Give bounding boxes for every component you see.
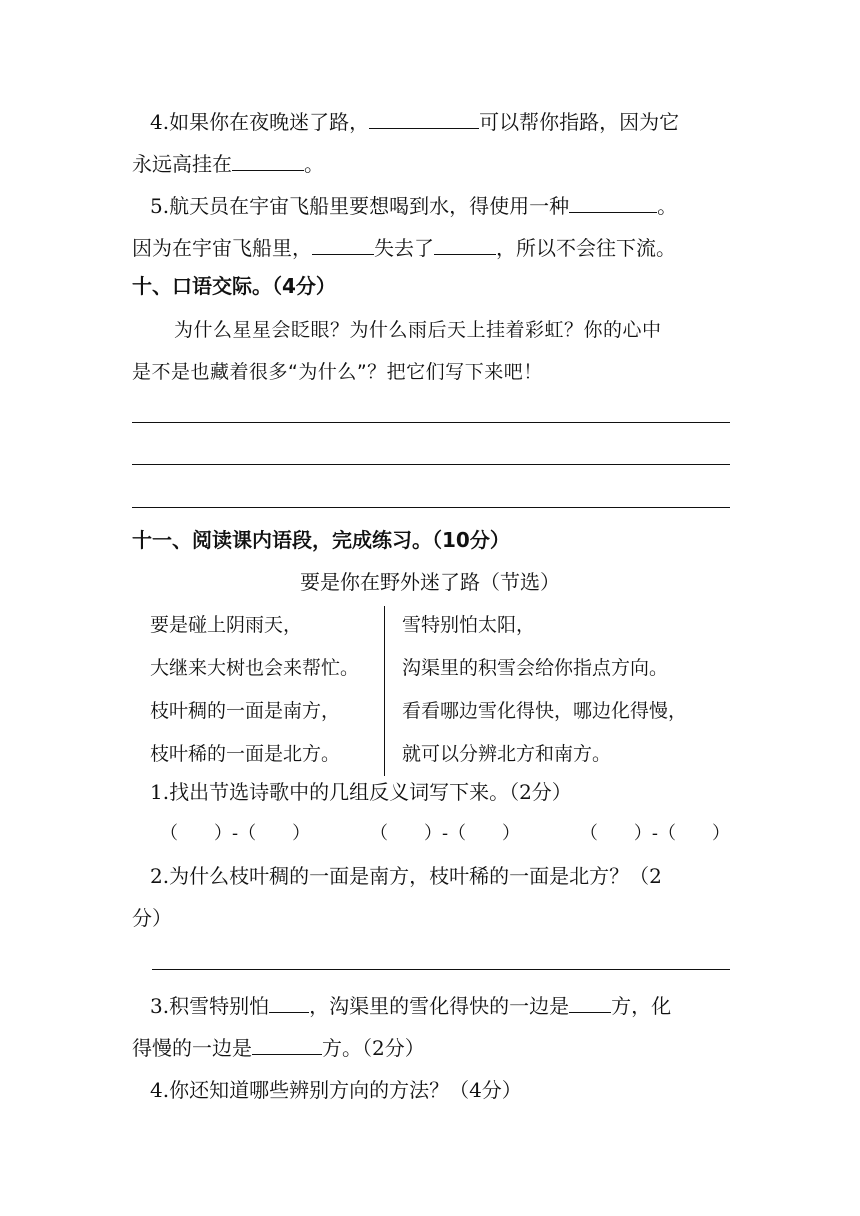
answer-blank[interactable] (569, 190, 657, 213)
answer-blank[interactable] (569, 990, 611, 1013)
poem-line: 看看哪边雪化得快，哪边化得慢， (402, 700, 688, 722)
section-10-prompt-line2: 是不是也藏着很多“为什么”？把它们写下来吧！ (132, 361, 543, 383)
poem-line: 沟渠里的积雪会给你指点方向。 (402, 657, 669, 679)
section-10-prompt-line1: 为什么星星会眨眼？为什么雨后天上挂着彩虹？你的心中 (174, 319, 662, 341)
answer-blank[interactable] (369, 106, 479, 129)
answer-blank[interactable] (252, 1032, 322, 1055)
answer-blank[interactable] (434, 232, 496, 255)
question-11-3-line1: 3.积雪特别怕 ，沟渠里的雪化得快的一边是 方，化 (150, 990, 730, 1020)
question-9-5-line2: 因为在宇宙飞船里， 失去了 ，所以不会往下流。 (132, 232, 730, 262)
poem-line: 枝叶稠的一面是南方， (150, 700, 341, 722)
question-9-5-line1: 5.航天员在宇宙飞船里要想喝到水，得使用一种 。 (150, 190, 730, 220)
poem-line: 大继来大树也会来帮忙。 (150, 657, 360, 679)
question-11-3-line2: 得慢的一边是 方。（2分） (132, 1032, 730, 1062)
antonym-pair-1[interactable]: （ ）-（ ） (160, 823, 311, 844)
answer-line[interactable] (152, 969, 730, 970)
question-11-4: 4.你还知道哪些辨别方向的方法？（4分） (150, 1078, 522, 1102)
answer-blank[interactable] (232, 148, 304, 171)
question-11-1: 1.找出节选诗歌中的几组反义词写下来。（2分） (150, 780, 572, 804)
question-9-4-line1: 4.如果你在夜晚迷了路， 可以帮你指路，因为它 (150, 106, 730, 136)
antonym-pair-2[interactable]: （ ）-（ ） (369, 823, 521, 844)
answer-line[interactable] (132, 422, 730, 423)
answer-blank[interactable] (269, 990, 309, 1013)
poem-line: 枝叶稀的一面是北方。 (150, 743, 341, 765)
antonym-answer-row (160, 820, 730, 848)
poem-right-column (402, 611, 687, 783)
poem-left-column (150, 611, 359, 783)
section-10-title: 十、口语交际。（4分） (132, 274, 336, 298)
question-11-2-line2: 分） (132, 906, 172, 930)
question-9-4-line2: 永远高挂在 。 (132, 148, 730, 178)
answer-blank[interactable] (312, 232, 374, 255)
section-11-title: 十一、阅读课内语段，完成练习。（10分） (132, 528, 510, 552)
answer-line[interactable] (132, 464, 730, 465)
poem-line: 雪特别怕太阳， (402, 614, 536, 636)
question-11-2-line1: 2.为什么枝叶稠的一面是南方，枝叶稀的一面是北方？（2 (150, 864, 662, 888)
poem-line: 要是碰上阴雨天， (150, 614, 303, 636)
answer-line[interactable] (132, 507, 730, 508)
antonym-pair-3[interactable]: （ ）-（ ） (579, 823, 730, 844)
poem-line: 就可以分辨北方和南方。 (402, 743, 612, 765)
poem-title: 要是你在野外迷了路（节选） (300, 570, 560, 594)
poem-divider (384, 606, 385, 776)
